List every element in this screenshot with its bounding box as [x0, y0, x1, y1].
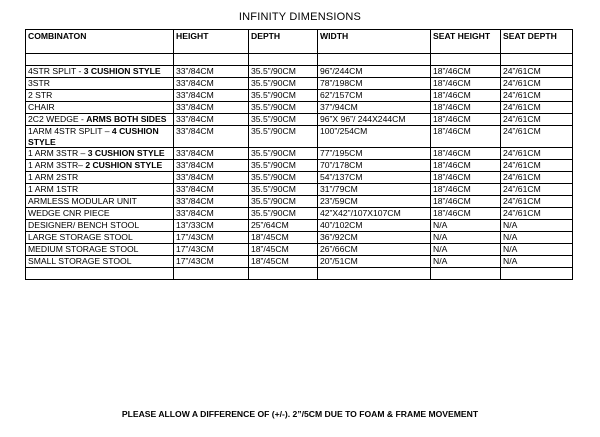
- seat-height-cell: 18”/46CM: [431, 208, 501, 220]
- combination-name: 1 ARM 3STR–: [28, 160, 86, 170]
- empty-cell: [431, 268, 501, 280]
- depth-cell: 18”/45CM: [249, 256, 318, 268]
- combination-cell: [26, 184, 174, 196]
- seat-depth-cell: 24”/61CM: [501, 160, 573, 172]
- width-cell: 36”/92CM: [318, 232, 431, 244]
- table-body: [26, 54, 573, 280]
- width-cell: 42”X42”/107X107CM: [318, 208, 431, 220]
- height-cell: 13”/33CM: [174, 220, 249, 232]
- seat-depth-cell: N/A: [501, 256, 573, 268]
- table-row: [26, 172, 573, 184]
- height-cell: 33”/84CM: [174, 208, 249, 220]
- combination-style: 4 CUSHION STYLE: [28, 126, 159, 147]
- empty-cell: [174, 54, 249, 66]
- seat-height-cell: 18”/46CM: [431, 90, 501, 102]
- table-row: [26, 126, 573, 148]
- depth-cell: 35.5”/90CM: [249, 114, 318, 126]
- header-cell: WIDTH: [318, 30, 431, 54]
- table-row: [26, 114, 573, 126]
- height-cell: 17”/43CM: [174, 232, 249, 244]
- header-row: [26, 30, 573, 54]
- document-title: INFINITY DIMENSIONS: [238, 11, 362, 23]
- depth-cell: 35.5”/90CM: [249, 78, 318, 90]
- header-cell: DEPTH: [249, 30, 318, 54]
- footer-note: PLEASE ALLOW A DIFFERENCE OF (+/-). 2”/5CM DUE TO FOAM & FRAME MOVEMENT: [121, 409, 479, 419]
- seat-depth-cell: 24”/61CM: [501, 196, 573, 208]
- combination-cell: [26, 102, 174, 114]
- table-row: [26, 90, 573, 102]
- combination-name: CHAIR: [28, 102, 55, 112]
- table-row: [26, 66, 573, 78]
- empty-cell: [249, 268, 318, 280]
- combination-cell: [26, 114, 174, 126]
- seat-height-cell: 18”/46CM: [431, 126, 501, 148]
- depth-cell: 35.5”/90CM: [249, 208, 318, 220]
- header-cell: SEAT HEIGHT: [431, 30, 501, 54]
- seat-height-cell: 18”/46CM: [431, 102, 501, 114]
- combination-name: 2C2 WEDGE -: [28, 114, 87, 124]
- depth-cell: 35.5”/90CM: [249, 148, 318, 160]
- depth-cell: 35.5”/90CM: [249, 184, 318, 196]
- seat-depth-cell: 24”/61CM: [501, 126, 573, 148]
- height-cell: 33”/84CM: [174, 90, 249, 102]
- width-cell: 96”/244CM: [318, 66, 431, 78]
- seat-height-cell: 18”/46CM: [431, 196, 501, 208]
- combination-name: 2 STR: [28, 90, 53, 100]
- width-cell: 100”/254CM: [318, 126, 431, 148]
- empty-cell: [318, 268, 431, 280]
- combination-style: 3 CUSHION STYLE: [83, 66, 161, 76]
- header-cell: HEIGHT: [174, 30, 249, 54]
- depth-cell: 35.5”/90CM: [249, 172, 318, 184]
- seat-height-cell: N/A: [431, 256, 501, 268]
- combination-name: 4STR SPLIT -: [28, 66, 84, 76]
- combination-name: ARMLESS MODULAR UNIT: [28, 196, 137, 206]
- combination-cell: [26, 232, 174, 244]
- seat-height-cell: 18”/46CM: [431, 78, 501, 90]
- combination-cell: [26, 78, 174, 90]
- seat-height-cell: 18”/46CM: [431, 114, 501, 126]
- depth-cell: 35.5”/90CM: [249, 66, 318, 78]
- empty-cell: [26, 268, 174, 280]
- dimensions-table: [25, 29, 573, 280]
- empty-cell: [174, 268, 249, 280]
- table-row: [26, 78, 573, 90]
- combination-name: 1 ARM 3STR –: [28, 148, 88, 158]
- width-cell: 23”/59CM: [318, 196, 431, 208]
- table-row: [26, 196, 573, 208]
- seat-depth-cell: 24”/61CM: [501, 148, 573, 160]
- combination-cell: [26, 160, 174, 172]
- combination-style: ARMS BOTH SIDES: [86, 114, 167, 124]
- combination-cell: [26, 208, 174, 220]
- width-cell: 20”/51CM: [318, 256, 431, 268]
- combination-name: 3STR: [28, 78, 50, 88]
- table-row: [26, 256, 573, 268]
- combination-name: 1 ARM 1STR: [28, 184, 79, 194]
- combination-cell: [26, 90, 174, 102]
- depth-cell: 25”/64CM: [249, 220, 318, 232]
- seat-depth-cell: 24”/61CM: [501, 66, 573, 78]
- height-cell: 33”/84CM: [174, 172, 249, 184]
- table-row: [26, 102, 573, 114]
- table-row: [26, 184, 573, 196]
- seat-height-cell: 18”/46CM: [431, 160, 501, 172]
- width-cell: 96”X 96”/ 244X244CM: [318, 114, 431, 126]
- width-cell: 37”/94CM: [318, 102, 431, 114]
- empty-cell: [501, 54, 573, 66]
- table-row: [26, 220, 573, 232]
- seat-height-cell: 18”/46CM: [431, 66, 501, 78]
- depth-cell: 35.5”/90CM: [249, 126, 318, 148]
- table-row: [26, 148, 573, 160]
- combination-name: LARGE STORAGE STOOL: [28, 232, 133, 242]
- width-cell: 62”/157CM: [318, 90, 431, 102]
- combination-name: 1 ARM 2STR: [28, 172, 79, 182]
- spacer-row: [26, 268, 573, 280]
- height-cell: 17”/43CM: [174, 244, 249, 256]
- empty-cell: [318, 54, 431, 66]
- width-cell: 78”/198CM: [318, 78, 431, 90]
- width-cell: 54”/137CM: [318, 172, 431, 184]
- seat-depth-cell: 24”/61CM: [501, 172, 573, 184]
- height-cell: 33”/84CM: [174, 184, 249, 196]
- seat-depth-cell: 24”/61CM: [501, 184, 573, 196]
- depth-cell: 35.5”/90CM: [249, 196, 318, 208]
- width-cell: 70”/178CM: [318, 160, 431, 172]
- seat-height-cell: 18”/46CM: [431, 148, 501, 160]
- depth-cell: 35.5”/90CM: [249, 90, 318, 102]
- empty-cell: [249, 54, 318, 66]
- table-row: [26, 244, 573, 256]
- seat-height-cell: N/A: [431, 232, 501, 244]
- seat-depth-cell: 24”/61CM: [501, 78, 573, 90]
- height-cell: 33”/84CM: [174, 148, 249, 160]
- depth-cell: 18”/45CM: [249, 244, 318, 256]
- height-cell: 33”/84CM: [174, 78, 249, 90]
- height-cell: 17”/43CM: [174, 256, 249, 268]
- table-row: [26, 232, 573, 244]
- combination-cell: [26, 66, 174, 78]
- height-cell: 33”/84CM: [174, 114, 249, 126]
- height-cell: 33”/84CM: [174, 126, 249, 148]
- combination-style: 2 CUSHION STYLE: [85, 160, 163, 170]
- width-cell: 31”/79CM: [318, 184, 431, 196]
- combination-cell: [26, 256, 174, 268]
- height-cell: 33”/84CM: [174, 102, 249, 114]
- empty-cell: [431, 54, 501, 66]
- combination-cell: [26, 196, 174, 208]
- empty-cell: [501, 268, 573, 280]
- empty-cell: [26, 54, 174, 66]
- spacer-row: [26, 54, 573, 66]
- combination-name: DESIGNER/ BENCH STOOL: [28, 220, 140, 230]
- seat-depth-cell: 24”/61CM: [501, 102, 573, 114]
- header-cell: COMBINATON: [26, 30, 174, 54]
- combination-style: 3 CUSHION STYLE: [87, 148, 165, 158]
- combination-cell: [26, 244, 174, 256]
- table-row: [26, 160, 573, 172]
- header-cell: SEAT DEPTH: [501, 30, 573, 54]
- combination-name: 1ARM 4STR SPLIT –: [28, 126, 112, 136]
- seat-depth-cell: N/A: [501, 244, 573, 256]
- height-cell: 33”/84CM: [174, 66, 249, 78]
- combination-cell: [26, 126, 174, 148]
- combination-cell: [26, 220, 174, 232]
- height-cell: 33”/84CM: [174, 196, 249, 208]
- seat-height-cell: 18”/46CM: [431, 172, 501, 184]
- combination-name: MEDIUM STORAGE STOOL: [28, 244, 139, 254]
- seat-height-cell: N/A: [431, 220, 501, 232]
- seat-depth-cell: N/A: [501, 232, 573, 244]
- width-cell: 26”/66CM: [318, 244, 431, 256]
- width-cell: 40”/102CM: [318, 220, 431, 232]
- seat-depth-cell: 24”/61CM: [501, 90, 573, 102]
- combination-cell: [26, 148, 174, 160]
- height-cell: 33”/84CM: [174, 160, 249, 172]
- width-cell: 77”/195CM: [318, 148, 431, 160]
- seat-depth-cell: 24”/61CM: [501, 208, 573, 220]
- seat-height-cell: N/A: [431, 244, 501, 256]
- seat-height-cell: 18”/46CM: [431, 184, 501, 196]
- seat-depth-cell: N/A: [501, 220, 573, 232]
- depth-cell: 18”/45CM: [249, 232, 318, 244]
- depth-cell: 35.5”/90CM: [249, 160, 318, 172]
- combination-name: SMALL STORAGE STOOL: [28, 256, 132, 266]
- seat-depth-cell: 24”/61CM: [501, 114, 573, 126]
- combination-cell: [26, 172, 174, 184]
- combination-name: WEDGE CNR PIECE: [28, 208, 110, 218]
- table-row: [26, 208, 573, 220]
- depth-cell: 35.5”/90CM: [249, 102, 318, 114]
